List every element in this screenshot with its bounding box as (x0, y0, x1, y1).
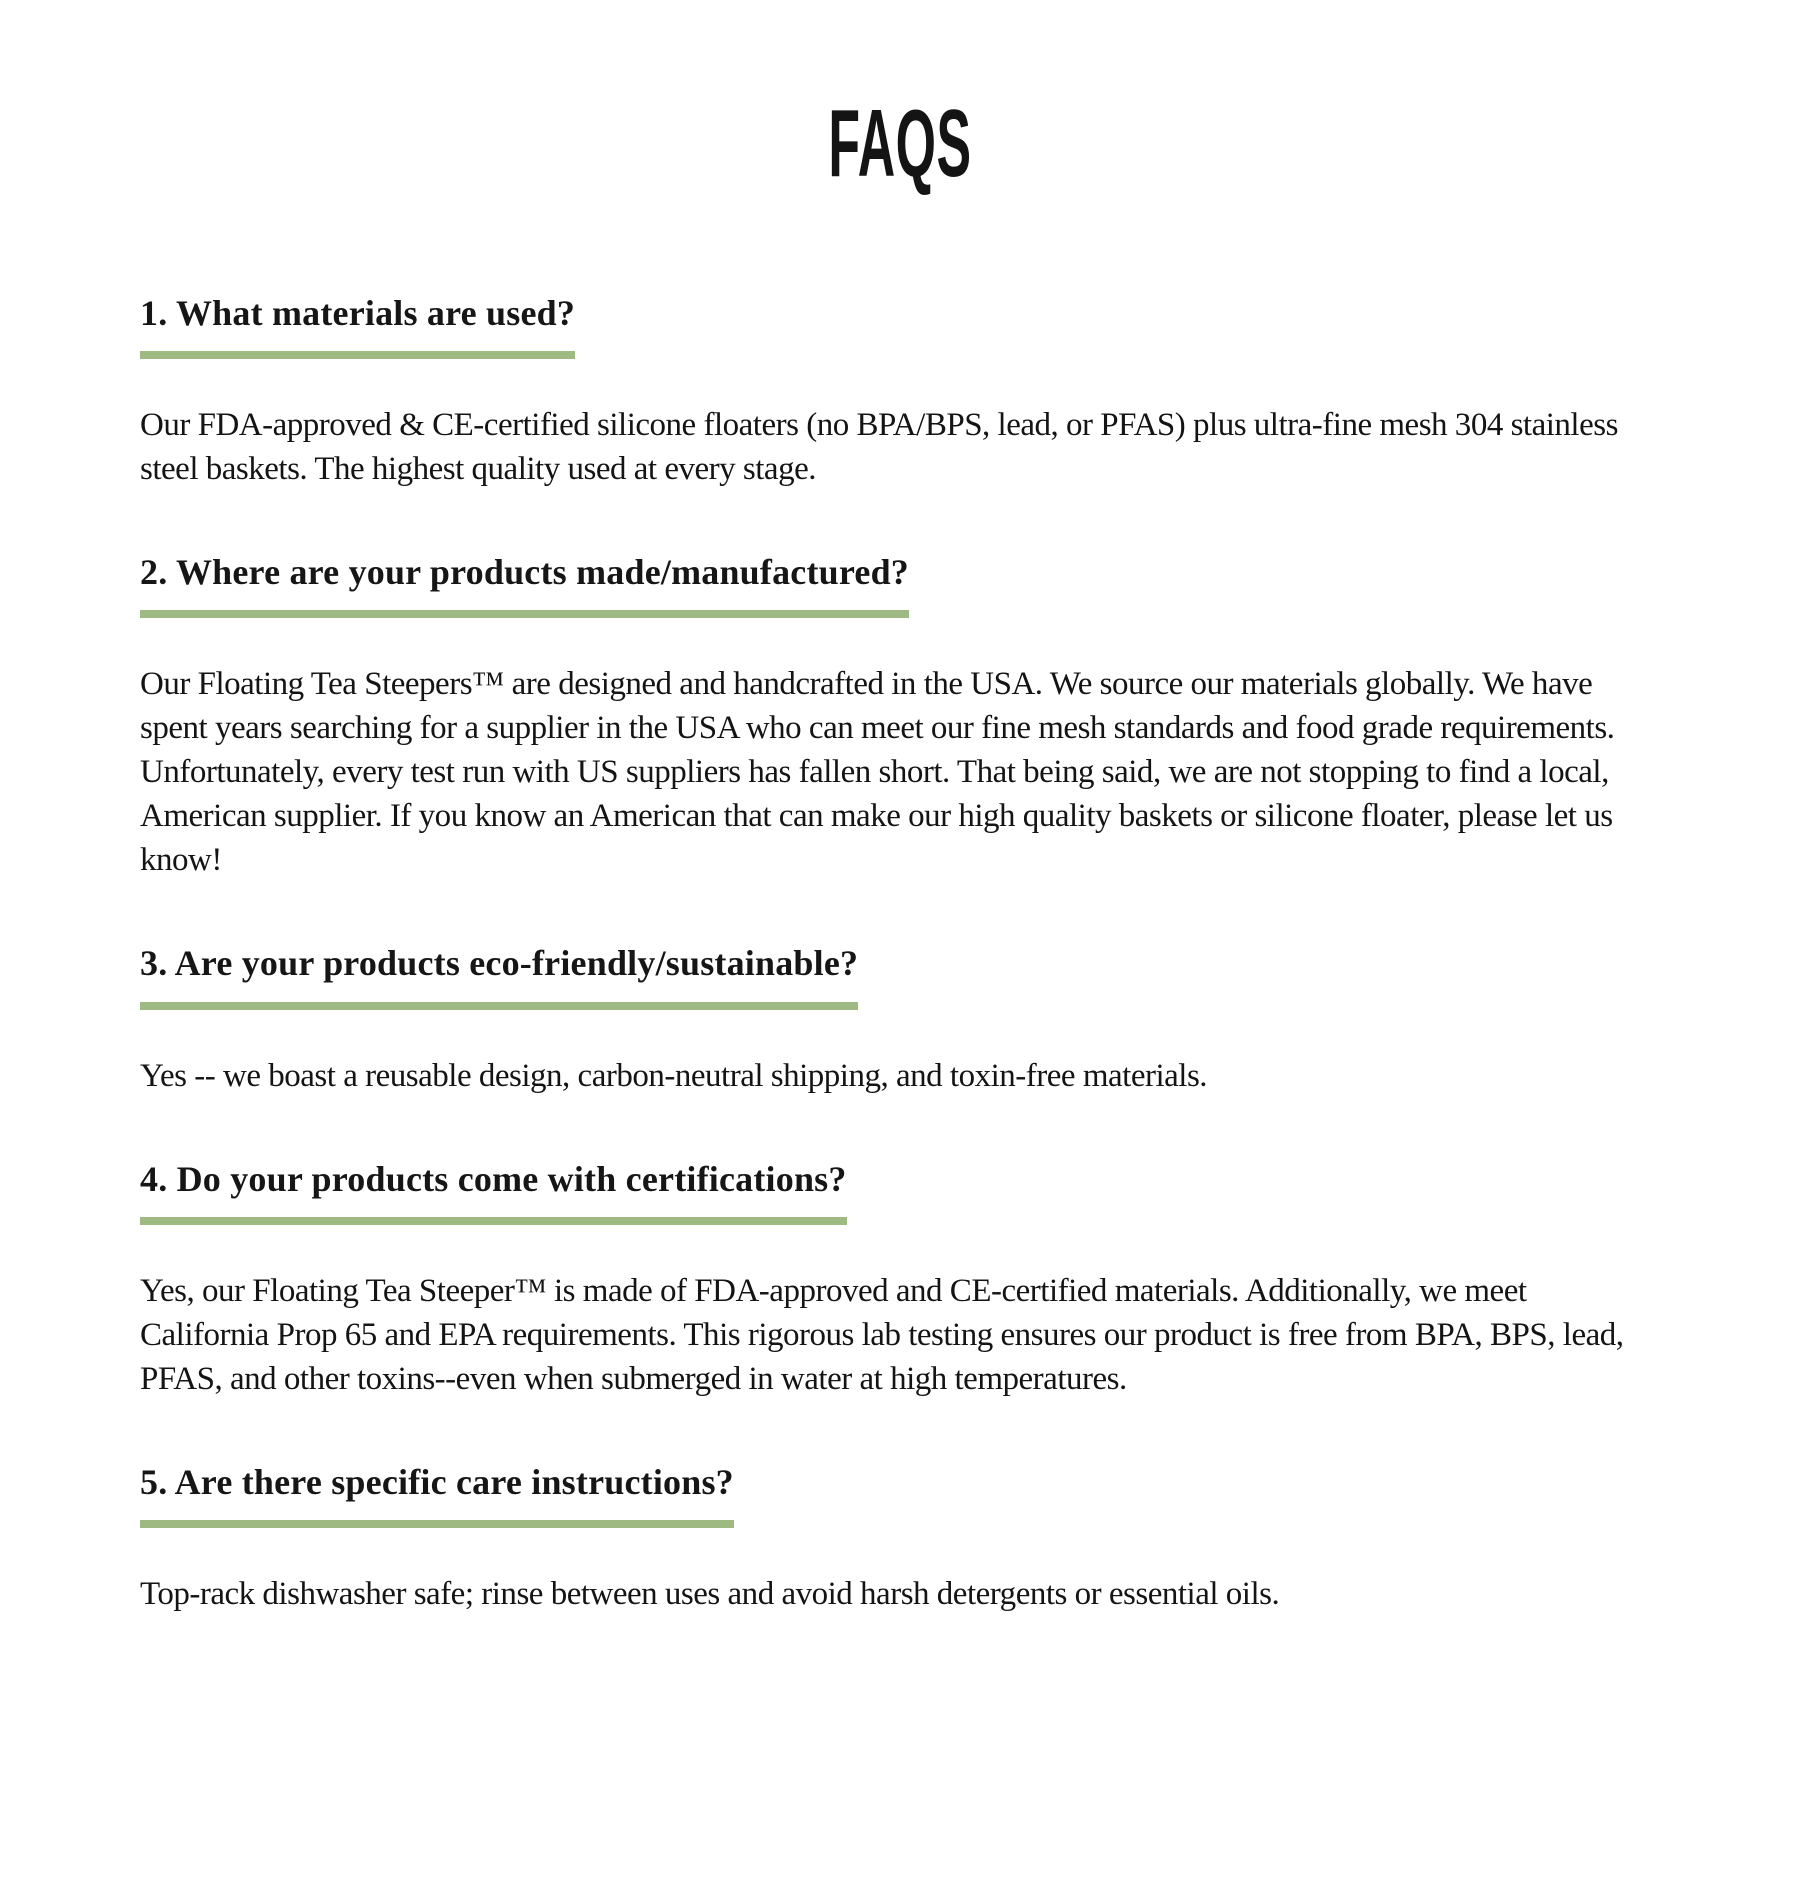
question-underline-accent (140, 1520, 734, 1528)
faq-page (140, 90, 1660, 1616)
faq-question-text: 1. What materials are used? (140, 293, 576, 333)
faq-item (140, 1461, 1660, 1616)
faq-answer: Yes -- we boast a reusable design, carbon-neutral shipping, and toxin-free materials. (140, 1057, 1208, 1094)
faq-question (140, 551, 909, 618)
faq-answer: Our Floating Tea Steepers™ are designed and handcrafted in the USA. We source our materials globally. We have spent years searching for a supplier in the USA who can meet our fine mesh standards and food grade requirements. Unfortunately, every test run with US suppliers has fallen short. That being said, we are not stopping to find a local, American supplier. If you know an American that can make our high quality baskets or silicone floater, please let us know! (140, 666, 1615, 879)
faq-question-text: 2. Where are your products made/manufactured? (140, 552, 910, 593)
faq-item (140, 292, 1660, 491)
faq-question-text: 5. Are there specific care instructions? (140, 1461, 734, 1502)
question-underline-accent (140, 351, 575, 359)
question-underline-accent (140, 1002, 858, 1010)
faq-item (140, 1158, 1660, 1401)
question-underline-accent (140, 610, 909, 618)
faq-question (140, 1461, 734, 1528)
faq-question-text: 4. Do your products come with certifications? (140, 1158, 847, 1199)
faq-answer: Top-rack dishwasher safe; rinse between uses and avoid harsh detergents or essential oils. (140, 1575, 1280, 1612)
faq-answer: Yes, our Floating Tea Steeper™ is made of FDA-approved and CE-certified materials. Additionally, we meet California Prop 65 and EPA requirements. This rigorous lab testing ensures our product is free from BPA, BPS, lead, PFAS, and other toxins--even when submerged in water at high temperatures. (140, 1272, 1624, 1397)
faq-question (140, 942, 858, 1009)
faq-answer: Our FDA-approved & CE-certified silicone floaters (no BPA/BPS, lead, or PFAS) plus ultra-fine mesh 304 stainless steel baskets. The highest quality used at every stage. (140, 407, 1618, 488)
faq-item (140, 551, 1660, 882)
faq-question (140, 1158, 847, 1225)
faq-item (140, 942, 1660, 1097)
faq-question-text: 3. Are your products eco-friendly/sustainable? (140, 943, 859, 984)
question-underline-accent (140, 1217, 847, 1225)
faq-question (140, 292, 575, 359)
page-title: FAQS (828, 90, 972, 197)
